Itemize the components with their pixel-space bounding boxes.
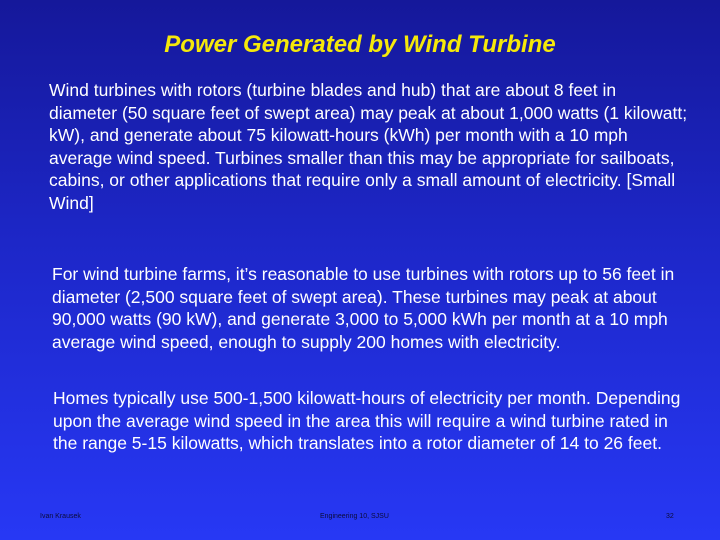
paragraph-homes: Homes typically use 500-1,500 kilowatt-hours of electricity per month. Depending upon the average wind speed in the area this will require a wind turbine rated in the range 5-15 kilowatts, which translates into a rotor diameter of 14 to 26 feet. (53, 388, 681, 453)
footer-author: Ivan Krausek (40, 513, 81, 520)
footer-course: Engineering 10, SJSU (320, 513, 389, 520)
footer-slide-number: 32 (666, 513, 674, 520)
paragraph-wind-farms: For wind turbine farms, it’s reasonable to use turbines with rotors up to 56 feet in diameter (2,500 square feet of swept area). These turbines may peak at about 90,000 watts (90 kW), and generate 3,000 to 5,000 kWh per month at a 10 mph average wind speed, enough to supply 200 homes with electricity. (52, 264, 675, 352)
slide-title: Power Generated by Wind Turbine (164, 31, 556, 58)
paragraph-small-wind: Wind turbines with rotors (turbine blades and hub) that are about 8 feet in diameter (50 square feet of swept area) may peak at about 1,000 watts (1 kilowatt; kW), and generate about 75 kilowatt-hours (kWh) per month with a 10 mph average wind speed. Turbines smaller than this may be appropriate for sailboats, cabins, or other applications that require only a small amount of electricity. [Small Wind] (49, 80, 688, 213)
